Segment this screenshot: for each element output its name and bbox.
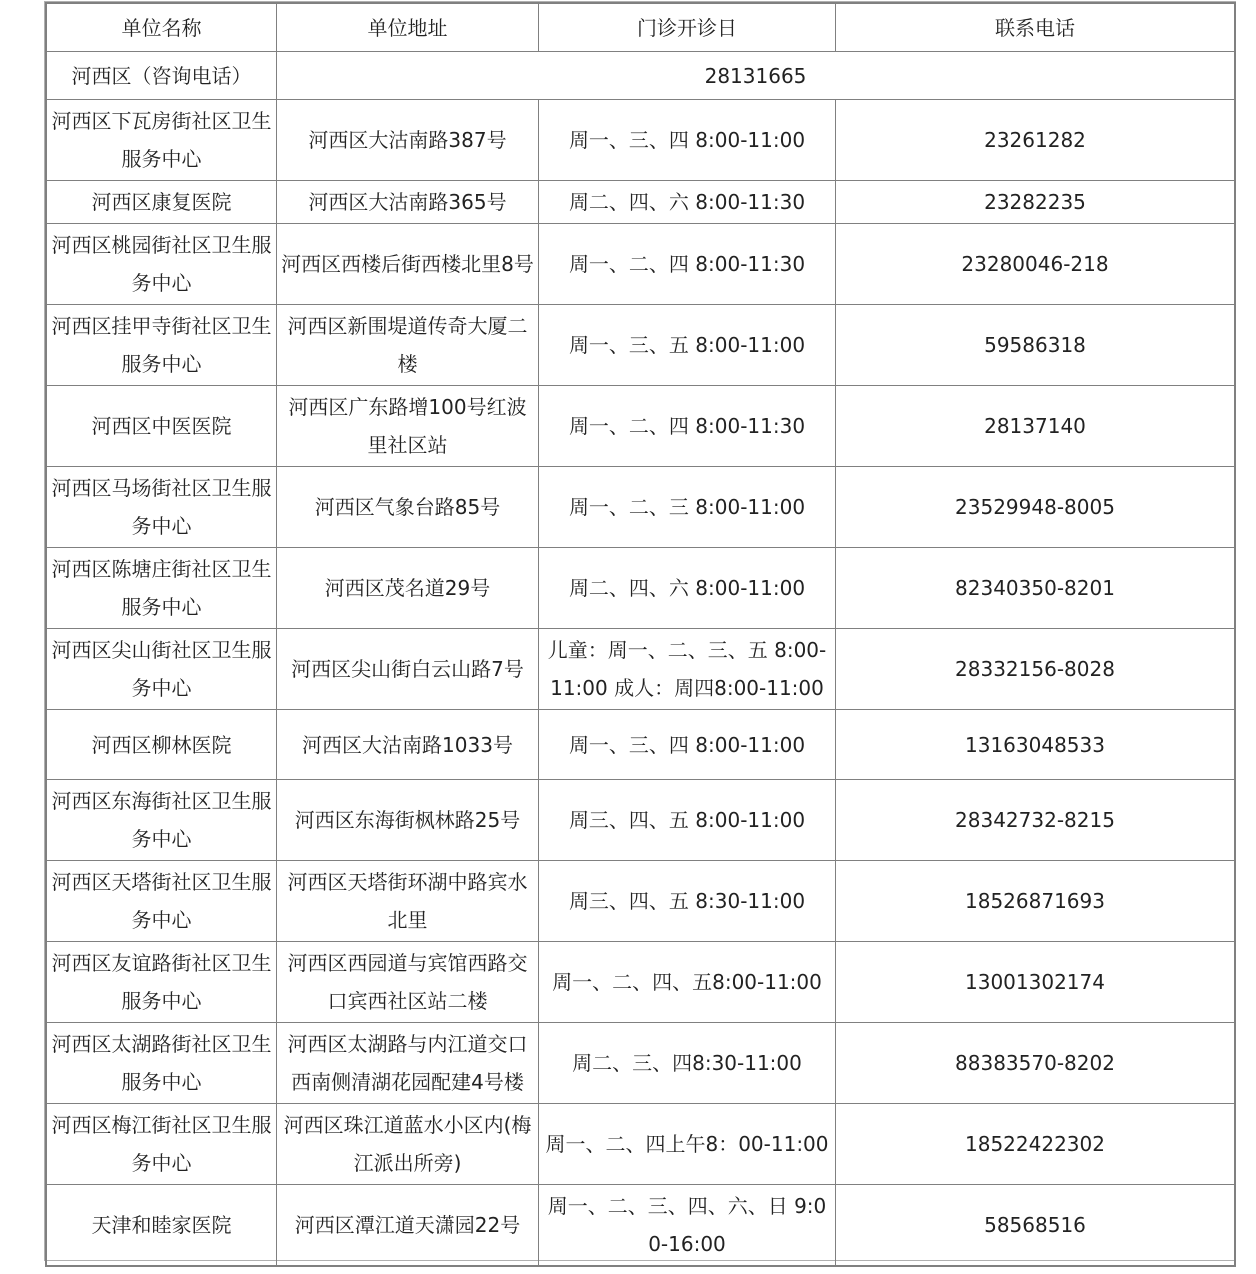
table-row	[47, 224, 1235, 305]
cell-address: 河西区西楼后街西楼北里8号	[277, 224, 539, 305]
header-address: 单位地址	[277, 4, 539, 52]
cell-days: 周一、二、四 8:00-11:30	[539, 224, 836, 305]
cell-name: 河西区陈塘庄街社区卫生服务中心	[47, 548, 277, 629]
table-row	[47, 467, 1235, 548]
table-row	[47, 629, 1235, 710]
cell-days: 周二、四、六 8:00-11:30	[539, 181, 836, 224]
cell-address: 河西区珠江道蓝水小区内(梅江派出所旁)	[277, 1104, 539, 1185]
cell-address: 河西区茂名道29号	[277, 548, 539, 629]
cell-phone: 88383570-8202	[836, 1023, 1235, 1104]
cell-name: 河西区太湖路街社区卫生服务中心	[47, 1023, 277, 1104]
cell-address: 河西区太湖路与内江道交口西南侧清湖花园配建4号楼	[277, 1023, 539, 1104]
cell-days: 周一、二、四 8:00-11:30	[539, 386, 836, 467]
table-row	[47, 181, 1235, 224]
cell-address: 河西区大沽南路387号	[277, 100, 539, 181]
cell-days: 周一、三、四 8:00-11:00	[539, 710, 836, 780]
cell-days: 周一、二、三、四、六、日 9:00-16:00	[539, 1185, 836, 1266]
cell-address: 河西区新围堤道传奇大厦二楼	[277, 305, 539, 386]
cell-name: 河西区尖山街社区卫生服务中心	[47, 629, 277, 710]
cell-phone: 82340350-8201	[836, 548, 1235, 629]
cell-days: 周三、四、五 8:30-11:00	[539, 861, 836, 942]
cell-phone: 59586318	[836, 305, 1235, 386]
table-row	[47, 305, 1235, 386]
header-days: 门诊开诊日	[539, 4, 836, 52]
cell-phone: 23261282	[836, 100, 1235, 181]
table-header-row	[47, 4, 1235, 52]
cell-phone: 18522422302	[836, 1104, 1235, 1185]
cell-days: 周三、四、五 8:00-11:00	[539, 780, 836, 861]
cell-phone: 18526871693	[836, 861, 1235, 942]
cell-name: 河西区挂甲寺街社区卫生服务中心	[47, 305, 277, 386]
cell-address: 河西区尖山街白云山路7号	[277, 629, 539, 710]
cell-name: 河西区天塔街社区卫生服务中心	[47, 861, 277, 942]
cell-days: 周一、三、四 8:00-11:00	[539, 100, 836, 181]
cell-address: 河西区广东路增100号红波里社区站	[277, 386, 539, 467]
cell-name: 河西区桃园街社区卫生服务中心	[47, 224, 277, 305]
table-row	[47, 100, 1235, 181]
cell-address: 河西区大沽南路365号	[277, 181, 539, 224]
cell-name: 河西区东海街社区卫生服务中心	[47, 780, 277, 861]
cell-phone: 58568516	[836, 1185, 1235, 1266]
cell-address: 河西区大沽南路1033号	[277, 710, 539, 780]
cell-phone: 13163048533	[836, 710, 1235, 780]
cell-phone: 13001302174	[836, 942, 1235, 1023]
cell-address: 河西区西园道与宾馆西路交口宾西社区站二楼	[277, 942, 539, 1023]
cell-days: 周二、三、四8:30-11:00	[539, 1023, 836, 1104]
cell-days: 周二、四、六 8:00-11:00	[539, 548, 836, 629]
consult-phone: 28131665	[277, 52, 1235, 100]
cell-days: 儿童：周一、二、三、五 8:00-11:00 成人：周四8:00-11:00	[539, 629, 836, 710]
cell-name: 河西区梅江街社区卫生服务中心	[47, 1104, 277, 1185]
table-row	[47, 942, 1235, 1023]
cell-phone: 28332156-8028	[836, 629, 1235, 710]
header-phone: 联系电话	[836, 4, 1235, 52]
cell-name: 河西区柳林医院	[47, 710, 277, 780]
header-name: 单位名称	[47, 4, 277, 52]
cell-days: 周一、三、五 8:00-11:00	[539, 305, 836, 386]
cell-phone: 28137140	[836, 386, 1235, 467]
cell-address: 河西区气象台路85号	[277, 467, 539, 548]
clinic-table	[46, 3, 1235, 1266]
cell-days: 周一、二、三 8:00-11:00	[539, 467, 836, 548]
cell-name: 河西区康复医院	[47, 181, 277, 224]
cell-phone: 23529948-8005	[836, 467, 1235, 548]
table-row	[47, 710, 1235, 780]
cell-phone: 23280046-218	[836, 224, 1235, 305]
table-row	[47, 386, 1235, 467]
table-row	[47, 548, 1235, 629]
cell-days: 周一、二、四、五8:00-11:00	[539, 942, 836, 1023]
table-row	[47, 1104, 1235, 1185]
cell-name: 河西区友谊路街社区卫生服务中心	[47, 942, 277, 1023]
cell-name: 河西区下瓦房街社区卫生服务中心	[47, 100, 277, 181]
consult-label: 河西区（咨询电话）	[47, 52, 277, 100]
table-row	[47, 1185, 1235, 1266]
cell-name: 河西区中医医院	[47, 386, 277, 467]
cell-phone: 23282235	[836, 181, 1235, 224]
cell-days: 周一、二、四上午8：00-11:00	[539, 1104, 836, 1185]
cell-address: 河西区潭江道天潇园22号	[277, 1185, 539, 1266]
cell-name: 河西区马场街社区卫生服务中心	[47, 467, 277, 548]
cell-address: 河西区天塔街环湖中路宾水北里	[277, 861, 539, 942]
cell-address: 河西区东海街枫林路25号	[277, 780, 539, 861]
table-row	[47, 780, 1235, 861]
cell-name: 天津和睦家医院	[47, 1185, 277, 1266]
table-row	[47, 1023, 1235, 1104]
consult-row	[47, 52, 1235, 100]
cell-phone: 28342732-8215	[836, 780, 1235, 861]
table-row	[47, 861, 1235, 942]
